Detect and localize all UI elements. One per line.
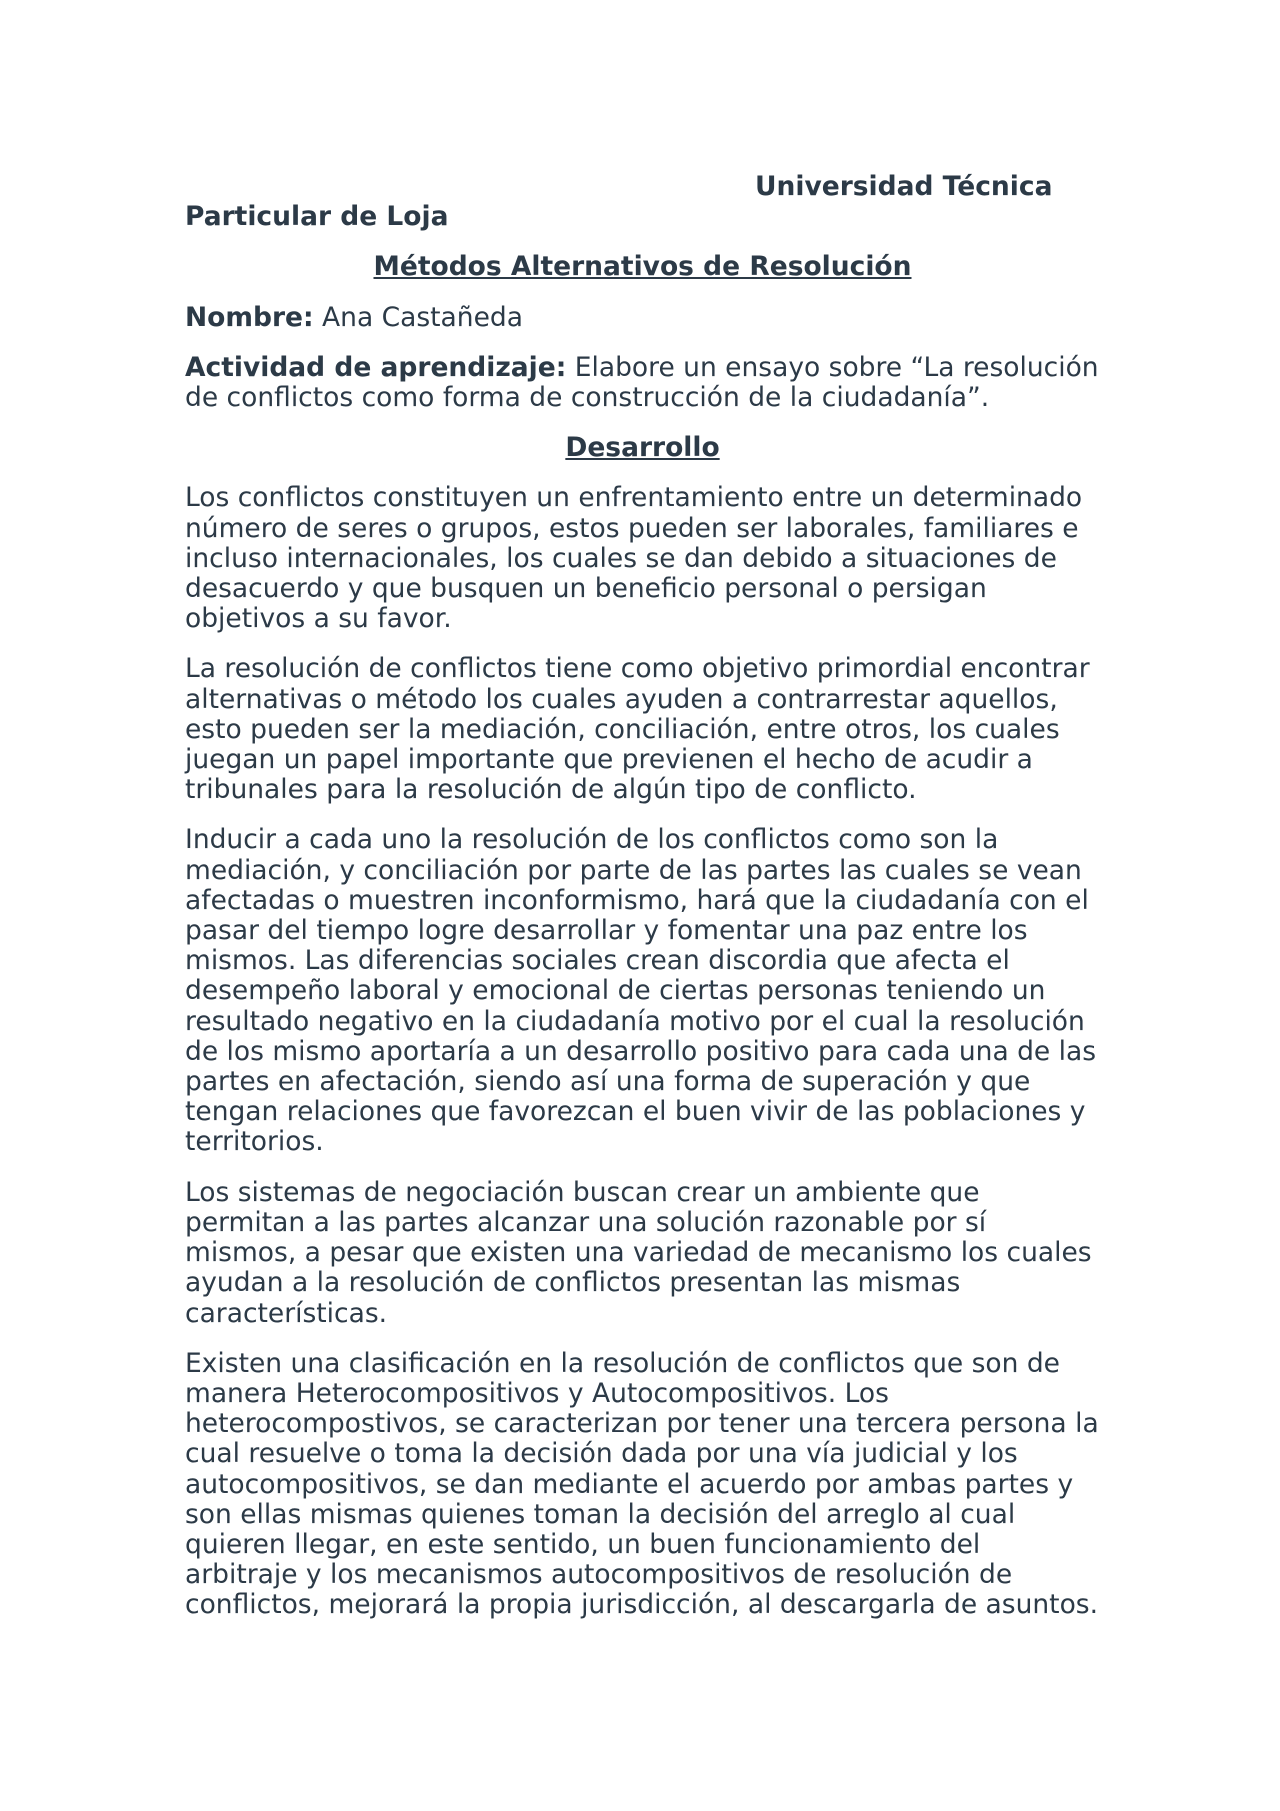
activity-value: Elabore un ensayo sobre “La resolución de conflictos como forma de construcción de la ciudadanía”. [185, 351, 1099, 414]
name-value: Ana Castañeda [313, 301, 523, 333]
activity-label: Actividad de aprendizaje: [185, 351, 567, 383]
name-label: Nombre: [185, 301, 314, 333]
institution-name-line2: Particular de Loja [185, 201, 449, 233]
activity-field [185, 353, 1100, 413]
paragraph: Existen una clasificación en la resolución de conflictos que son de manera Heterocompositivos y Autocompositivos. Los heterocompostivos, se caracterizan por tener una tercera persona la cual resuelve o toma la decisión dada por una vía judicial y los autocompositivos, se dan mediante el acuerdo por ambas partes y son ellas mismas quienes toman la decisión del arreglo al cual quieren llegar, en este sentido, un buen funcionamiento del arbitraje y los mecanismos autocompositivos de resolución de conflictos, mejorará la propia jurisdicción, al descargarla de asuntos. [185, 1347, 1099, 1621]
paragraph: La resolución de conflictos tiene como objetivo primordial encontrar alternativas o método los cuales ayuden a contrarrestar aquellos, esto pueden ser la mediación, conciliación, entre otros, los cuales juegan un papel importante que previenen el hecho de acudir a tribunales para la resolución de algún tipo de conflicto. [185, 653, 1090, 806]
paragraph: Los sistemas de negociación buscan crear un ambiente que permitan a las partes alcanzar una solución razonable por sí mismos, a pesar que existen una variedad de mecanismo los cuales ayudan a la resolución de conflictos presentan las mismas características. [185, 1176, 1092, 1329]
paragraph: Los conflictos constituyen un enfrentamiento entre un determinado número de seres o grupos, estos pueden ser laborales, familiares e incluso internacionales, los cuales se dan debido a situaciones de desacuerdo y que busquen un beneficio personal o persigan objetivos a su favor. [185, 482, 1083, 635]
document-body [185, 172, 1100, 1641]
institution-name-line1: Universidad Técnica [755, 171, 1053, 202]
name-field [185, 303, 1100, 333]
institution-name [185, 172, 1100, 232]
section-heading: Desarrollo [565, 432, 720, 464]
paragraph: Inducir a cada uno la resolución de los conflictos como son la mediación, y conciliación por parte de las partes las cuales se vean afectadas o muestren inconformismo, hará que la ciudadanía con el pasar del tiempo logre desarrollar y fomentar una paz entre los mismos. Las diferencias sociales crean discordia que afecta el desempeño laboral y emocional de ciertas personas teniendo un resultado negativo en la ciudadanía motivo por el cual la resolución de los mismo aportaría a un desarrollo positivo para cada una de las partes en afectación, siendo así una forma de superación y que tengan relaciones que favorezcan el buen vivir de las poblaciones y territorios. [185, 824, 1097, 1158]
course-title: Métodos Alternativos de Resolución [373, 251, 912, 283]
